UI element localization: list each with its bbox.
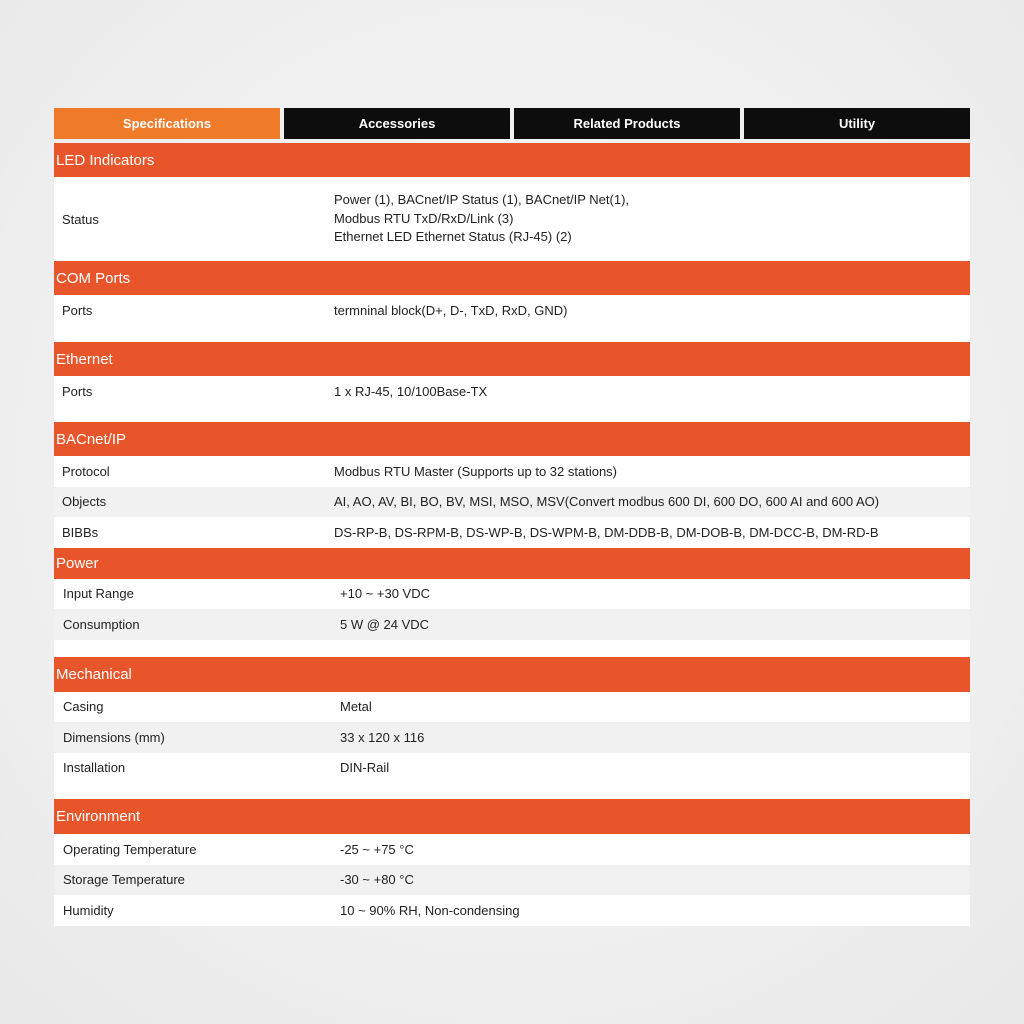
- table-row: [54, 456, 970, 487]
- row-key: Ports: [62, 302, 93, 318]
- tab-specifications[interactable]: Specifications: [54, 108, 280, 139]
- section-led-indicators: [54, 143, 970, 261]
- row-value: DIN-Rail: [340, 760, 390, 776]
- row-value: AI, AO, AV, BI, BO, BV, MSI, MSO, MSV(Convert modbus 600 DI, 600 DO, 600 AI and 600 AO): [334, 494, 880, 510]
- row-key: Installation: [63, 760, 126, 776]
- table-row: [54, 487, 970, 518]
- row-value: +10 ~ +30 VDC: [340, 586, 430, 602]
- row-key: Humidity: [63, 902, 114, 918]
- table-row: [54, 609, 970, 640]
- section-environment: [54, 799, 970, 926]
- table-row: [54, 865, 970, 896]
- row-key: Operating Temperature: [63, 841, 197, 857]
- row-value: termninal block(D+, D-, TxD, RxD, GND): [334, 302, 568, 318]
- row-key: Objects: [62, 494, 107, 510]
- table-row: [54, 753, 970, 784]
- section-title: Mechanical: [54, 657, 970, 692]
- status-line: Ethernet LED Ethernet Status (RJ-45) (2): [334, 229, 572, 245]
- tab-utility[interactable]: Utility: [744, 108, 970, 139]
- row-value: 10 ~ 90% RH, Non-condensing: [340, 902, 520, 918]
- row-value: [334, 191, 970, 247]
- row-value: 1 x RJ-45, 10/100Base-TX: [334, 383, 488, 399]
- row-key: Storage Temperature: [63, 872, 185, 888]
- table-row: [54, 834, 970, 865]
- section-title: COM Ports: [54, 261, 970, 295]
- table-row: [54, 722, 970, 753]
- row-key: Ports: [62, 383, 93, 399]
- row-value: 33 x 120 x 116: [340, 729, 425, 745]
- row-key: Status: [62, 211, 99, 227]
- section-title: BACnet/IP: [54, 422, 970, 456]
- section-title: Power: [54, 548, 970, 579]
- row-value: -30 ~ +80 °C: [340, 872, 414, 888]
- row-key: Dimensions (mm): [63, 729, 165, 745]
- row-key: Casing: [63, 699, 104, 715]
- table-row: [54, 177, 970, 261]
- table-row: [54, 517, 970, 548]
- row-value: Modbus RTU Master (Supports up to 32 stations): [334, 463, 617, 479]
- row-value: DS-RP-B, DS-RPM-B, DS-WP-B, DS-WPM-B, DM-DDB-B, DM-DOB-B, DM-DCC-B, DM-RD-B: [334, 524, 879, 540]
- table-row: [54, 579, 970, 610]
- section-ethernet: [54, 342, 970, 422]
- row-value: -25 ~ +75 °C: [340, 841, 414, 857]
- section-bacnet-ip: [54, 422, 970, 548]
- table-row: [54, 295, 970, 325]
- table-row: [54, 895, 970, 926]
- row-value: 5 W @ 24 VDC: [340, 616, 430, 632]
- section-power: [54, 548, 970, 657]
- row-key: Input Range: [63, 586, 134, 602]
- tab-related-products[interactable]: Related Products: [514, 108, 740, 139]
- tab-accessories[interactable]: Accessories: [284, 108, 510, 139]
- table-row: [54, 692, 970, 723]
- table-row: [54, 376, 970, 406]
- status-line: Modbus RTU TxD/RxD/Link (3): [334, 210, 514, 226]
- section-title: LED Indicators: [54, 143, 970, 177]
- row-key: BIBBs: [62, 524, 99, 540]
- row-value: Metal: [340, 699, 372, 715]
- section-title: Environment: [54, 799, 970, 834]
- section-title: Ethernet: [54, 342, 970, 376]
- section-com-ports: [54, 261, 970, 342]
- row-key: Consumption: [63, 616, 140, 632]
- row-key: Protocol: [62, 463, 110, 479]
- section-mechanical: [54, 657, 970, 800]
- status-line: Power (1), BACnet/IP Status (1), BACnet/IP Net(1),: [334, 192, 630, 208]
- spec-table: [54, 108, 970, 926]
- tab-bar: [54, 108, 970, 139]
